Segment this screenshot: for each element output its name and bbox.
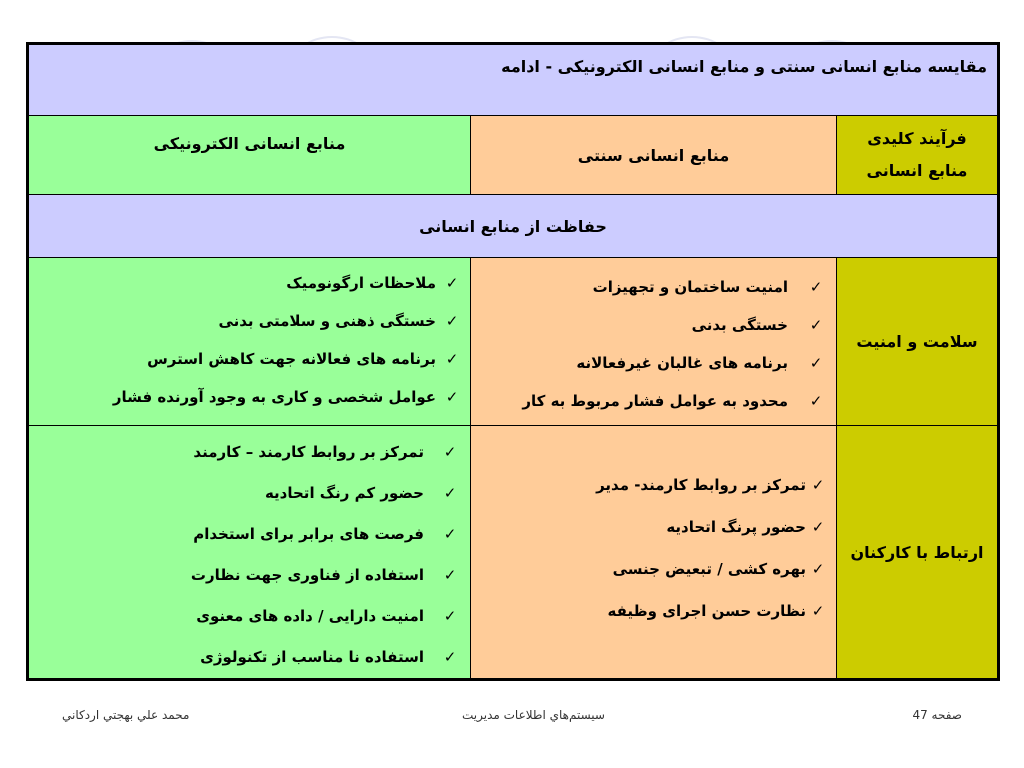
- list-item: ✓ محدود به عوامل فشار مربوط به کار: [471, 382, 826, 420]
- row-health-safety: [28, 258, 999, 426]
- header-row: [28, 116, 999, 195]
- section-row: [28, 195, 999, 258]
- section-title: حفاظت از منابع انسانی: [28, 195, 999, 258]
- check-icon: ✓: [443, 607, 457, 625]
- list-item: ✓ خستگی ذهنی و سلامتی بدنی: [29, 302, 462, 340]
- row-employee-relations: [28, 426, 999, 680]
- title-row: [28, 44, 999, 116]
- list-item: ✓ امنیت دارایی / داده های معنوی: [29, 596, 460, 637]
- electronic-list: [29, 432, 460, 678]
- list-item: ✓ تمرکز بر روابط کارمند- مدیر: [471, 464, 828, 506]
- check-icon: ✓: [445, 274, 459, 292]
- footer-author: محمد علي بهجتي اردكاني: [62, 708, 190, 722]
- traditional-list: [471, 268, 826, 420]
- check-icon: ✓: [445, 388, 459, 406]
- footer-page-number: صفحه 47: [912, 708, 962, 722]
- header-key-line-1: فرآیند کلیدی: [867, 129, 967, 148]
- list-item: ✓ نظارت حسن اجرای وظیفه: [471, 590, 828, 632]
- header-key-line-2: منابع انسانی: [866, 161, 968, 180]
- check-icon: ✓: [811, 476, 825, 494]
- list-item: ✓ برنامه های غالبان غیرفعالانه: [471, 344, 826, 382]
- list-item: ✓ خستگی بدنی: [471, 306, 826, 344]
- electronic-cell: [28, 426, 471, 680]
- check-icon: ✓: [443, 443, 457, 461]
- comparison-table: [26, 42, 1000, 681]
- check-icon: ✓: [811, 602, 825, 620]
- list-item: ✓ استفاده نا مناسب از تکنولوژی: [29, 637, 460, 678]
- list-item: ✓ امنیت ساختمان و تجهیزات: [471, 268, 826, 306]
- check-icon: ✓: [809, 392, 823, 410]
- list-item: ✓ فرصت های برابر برای استخدام: [29, 514, 460, 555]
- check-icon: ✓: [443, 648, 457, 666]
- table-title: مقایسه منابع انسانی سنتی و منابع انسانی الکترونیکی - ادامه: [28, 44, 999, 116]
- list-item: ✓ تمرکز بر روابط کارمند – کارمند: [29, 432, 460, 473]
- list-item: ✓ برنامه های فعالانه جهت کاهش استرس: [29, 340, 462, 378]
- check-icon: ✓: [809, 354, 823, 372]
- check-icon: ✓: [811, 518, 825, 536]
- row-key-health-safety: سلامت و امنیت: [837, 258, 999, 426]
- check-icon: ✓: [443, 566, 457, 584]
- electronic-list: [29, 264, 462, 416]
- list-item: ✓ ملاحظات ارگونومیک: [29, 264, 462, 302]
- electronic-cell: [28, 258, 471, 426]
- header-key-process: [837, 116, 999, 195]
- check-icon: ✓: [809, 278, 823, 296]
- check-icon: ✓: [809, 316, 823, 334]
- list-item: ✓ حضور کم رنگ اتحادیه: [29, 473, 460, 514]
- traditional-cell: [471, 426, 837, 680]
- check-icon: ✓: [445, 350, 459, 368]
- check-icon: ✓: [445, 312, 459, 330]
- list-item: ✓ حضور پرنگ اتحادیه: [471, 506, 828, 548]
- row-key-employee-relations: ارتباط با کارکنان: [837, 426, 999, 680]
- header-traditional: منابع انسانی سنتی: [471, 116, 837, 195]
- footer-course-title: سيستم‌هاي اطلاعات مديريت: [462, 708, 605, 722]
- list-item: ✓ استفاده از فناوری جهت نظارت: [29, 555, 460, 596]
- check-icon: ✓: [443, 484, 457, 502]
- traditional-list: [471, 464, 828, 632]
- traditional-cell: [471, 258, 837, 426]
- list-item: ✓ بهره کشی / تبعیض جنسی: [471, 548, 828, 590]
- check-icon: ✓: [811, 560, 825, 578]
- check-icon: ✓: [443, 525, 457, 543]
- list-item: ✓ عوامل شخصی و کاری به وجود آورنده فشار: [29, 378, 462, 416]
- header-electronic: منابع انسانی الکترونیکی: [28, 116, 471, 195]
